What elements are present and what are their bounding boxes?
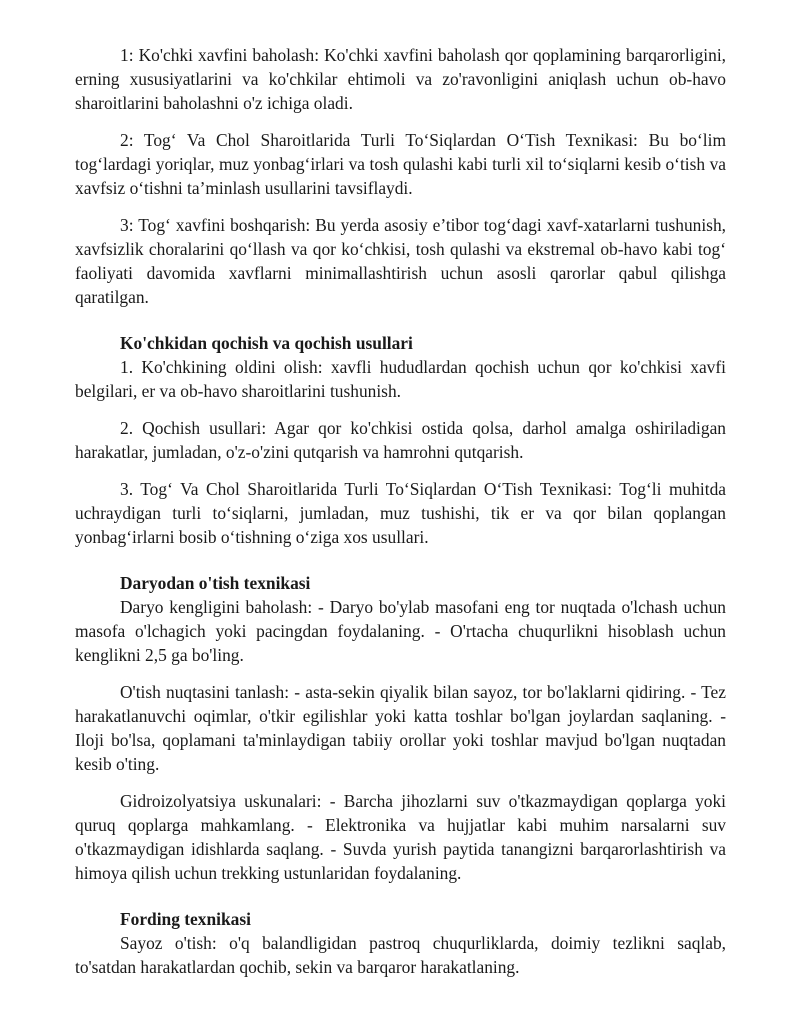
heading-fording: Fording texnikasi xyxy=(120,909,251,929)
paragraph-waterproofing: Gidroizolyatsiya uskunalari: - Barcha jihozlarni suv o'tkazmaydigan qoplarga yoki quruq qoplarga mahkamlang. - Elektronika va hujjatlar kabi muhim narsalarni suv o'tkazmaydigan idishlarda saqlang. - Suvda yurish paytida tanangizni barqarorlashtirish va himoya qilish uchun trekking ustunlaridan foydalaning. xyxy=(75,791,726,883)
paragraph-river-width: Daryo kengligini baholash: - Daryo bo'ylab masofani eng tor nuqtada o'lchash uchun masofa o'lchagich yoki pacingdan foydalaning. - O'rtacha chuqurlikni hisoblash uchun kenglikni 2,5 ga bo'ling. xyxy=(75,597,726,665)
paragraph-obstacle-technique: 2: Tog‘ Va Chol Sharoitlarida Turli To‘Siqlardan O‘Tish Texnikasi: Bu bo‘lim tog‘lardagi yoriqlar, muz yonbag‘irlari va tosh qulashi kabi turli xil to‘siqlarni kesib o‘tish va xavfsiz o‘tishni ta’minlash usullarini tavsiflaydi. xyxy=(75,130,726,198)
paragraph-avalanche-prevention: 1. Ko'chkining oldini olish: xavfli hududlardan qochish uchun qor ko'chkisi xavfi belgilari, er va ob-havo sharoitlarini tushunish. xyxy=(75,357,726,401)
paragraph-avalanche-risk: 1: Ko'chki xavfini baholash: Ko'chki xavfini baholash qor qoplamining barqarorligini, erning xususiyatlarini va ko'chkilar ehtimoli va zo'ravonligini aniqlash uchun ob-havo sharoitlarini baholashni o'z ichiga oladi. xyxy=(75,45,726,113)
heading-avalanche-avoidance: Ko'chkidan qochish va qochish usullari xyxy=(120,333,413,353)
paragraph-shallow-crossing: Sayoz o'tish: o'q balandligidan pastroq chuqurliklarda, doimiy tezlikni saqlab, to'satdan harakatlardan qochib, sekin va barqaror harakatlaning. xyxy=(75,933,726,977)
heading-river-crossing: Daryodan o'tish texnikasi xyxy=(120,573,311,593)
paragraph-crossing-point: O'tish nuqtasini tanlash: - asta-sekin qiyalik bilan sayoz, tor bo'laklarni qidiring. - Tez harakatlanuvchi oqimlar, o'tkir egilishlar yoki katta toshlar bo'lgan joylardan saqlaning. - Iloji bo'lsa, qoplamani ta'minlaydigan tabiiy orollar yoki toshlar mavjud bo'lgan nuqtadan kesib o'ting. xyxy=(75,682,726,774)
paragraph-mountain-risk: 3: Tog‘ xavfini boshqarish: Bu yerda asosiy e’tibor tog‘dagi xavf-xatarlarni tushunish, xavfsizlik choralarini qo‘llash va qor ko‘chkisi, tosh qulashi va ekstremal ob-havo kabi tog‘ faoliyati davomida xavflarni minimallashtirish uchun asosli qarorlar qabul qilishga qaratilgan. xyxy=(75,215,726,307)
paragraph-obstacle-crossing: 3. Tog‘ Va Chol Sharoitlarida Turli To‘Siqlardan O‘Tish Texnikasi: Tog‘li muhitda uchraydigan turli to‘siqlarni, jumladan, muz tushishi, tik er va qor bilan qoplangan yonbag‘irlarni bosib o‘tishning o‘ziga xos usullari. xyxy=(75,479,726,547)
paragraph-escape-methods: 2. Qochish usullari: Agar qor ko'chkisi ostida qolsa, darhol amalga oshiriladigan harakatlar, jumladan, o'z-o'zini qutqarish va hamrohni qutqarish. xyxy=(75,418,726,462)
